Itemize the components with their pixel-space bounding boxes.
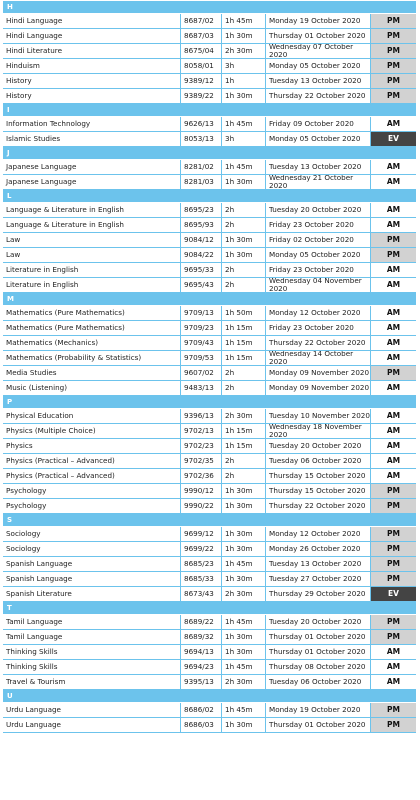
duration-cell: 3h <box>222 132 266 146</box>
subject-cell: Mathematics (Pure Mathematics) <box>3 306 181 320</box>
duration-cell: 1h 30m <box>222 542 266 556</box>
duration-cell: 2h <box>222 366 266 380</box>
date-cell: Thursday 22 October 2020 <box>266 499 371 513</box>
session-badge: PM <box>371 14 416 28</box>
table-row <box>3 703 416 718</box>
session-badge: AM <box>371 454 416 468</box>
subject-cell: Sociology <box>3 527 181 541</box>
table-row <box>3 630 416 645</box>
duration-cell: 1h 45m <box>222 160 266 174</box>
subject-cell: Urdu Language <box>3 703 181 717</box>
session-badge: PM <box>371 248 416 262</box>
session-badge: AM <box>371 660 416 674</box>
section-header: T <box>3 602 416 615</box>
session-badge: PM <box>371 233 416 247</box>
subject-cell: Physics (Practical – Advanced) <box>3 454 181 468</box>
duration-cell: 1h 30m <box>222 89 266 103</box>
duration-cell: 2h <box>222 381 266 395</box>
date-cell: Monday 12 October 2020 <box>266 306 371 320</box>
code-cell: 9709/43 <box>181 336 222 350</box>
subject-cell: Physical Education <box>3 409 181 423</box>
session-badge: AM <box>371 218 416 232</box>
duration-cell: 2h 30m <box>222 675 266 689</box>
subject-cell: Information Technology <box>3 117 181 131</box>
section-header: L <box>3 190 416 203</box>
date-cell: Monday 09 November 2020 <box>266 381 371 395</box>
subject-cell: Literature in English <box>3 263 181 277</box>
subject-cell: History <box>3 74 181 88</box>
session-badge: AM <box>371 351 416 365</box>
code-cell: 9389/22 <box>181 89 222 103</box>
table-row <box>3 409 416 424</box>
session-badge: PM <box>371 718 416 732</box>
subject-cell: Islamic Studies <box>3 132 181 146</box>
date-cell: Thursday 15 October 2020 <box>266 469 371 483</box>
date-cell: Tuesday 10 November 2020 <box>266 409 371 423</box>
date-cell: Monday 05 October 2020 <box>266 59 371 73</box>
duration-cell: 1h 45m <box>222 660 266 674</box>
date-cell: Monday 26 October 2020 <box>266 542 371 556</box>
duration-cell: 1h 15m <box>222 439 266 453</box>
code-cell: 9084/12 <box>181 233 222 247</box>
subject-cell: Language & Literature in English <box>3 218 181 232</box>
code-cell: 8685/23 <box>181 557 222 571</box>
date-cell: Tuesday 20 October 2020 <box>266 615 371 629</box>
session-badge: PM <box>371 74 416 88</box>
date-cell: Monday 19 October 2020 <box>266 703 371 717</box>
code-cell: 8695/23 <box>181 203 222 217</box>
code-cell: 9084/22 <box>181 248 222 262</box>
duration-cell: 1h 45m <box>222 557 266 571</box>
date-cell: Thursday 01 October 2020 <box>266 630 371 644</box>
session-badge: AM <box>371 263 416 277</box>
duration-cell: 1h 30m <box>222 29 266 43</box>
section-header: U <box>3 690 416 703</box>
duration-cell: 1h 30m <box>222 175 266 189</box>
code-cell: 8686/02 <box>181 703 222 717</box>
table-row <box>3 117 416 132</box>
subject-cell: Hinduism <box>3 59 181 73</box>
code-cell: 9695/43 <box>181 278 222 292</box>
subject-cell: Travel & Tourism <box>3 675 181 689</box>
subject-cell: Spanish Language <box>3 572 181 586</box>
table-row <box>3 615 416 630</box>
duration-cell: 2h <box>222 278 266 292</box>
table-row <box>3 29 416 44</box>
duration-cell: 1h 30m <box>222 645 266 659</box>
subject-cell: History <box>3 89 181 103</box>
date-cell: Monday 09 November 2020 <box>266 366 371 380</box>
table-row <box>3 44 416 59</box>
table-row <box>3 499 416 514</box>
table-row <box>3 469 416 484</box>
duration-cell: 1h 30m <box>222 572 266 586</box>
table-row <box>3 424 416 439</box>
date-cell: Monday 05 October 2020 <box>266 248 371 262</box>
date-cell: Tuesday 20 October 2020 <box>266 439 371 453</box>
code-cell: 8695/93 <box>181 218 222 232</box>
code-cell: 9702/36 <box>181 469 222 483</box>
table-row <box>3 542 416 557</box>
section-header: S <box>3 514 416 527</box>
session-badge: AM <box>371 278 416 292</box>
table-row <box>3 351 416 366</box>
code-cell: 9709/23 <box>181 321 222 335</box>
table-row <box>3 645 416 660</box>
code-cell: 8058/01 <box>181 59 222 73</box>
table-row <box>3 248 416 263</box>
table-row <box>3 336 416 351</box>
date-cell: Friday 23 October 2020 <box>266 263 371 277</box>
session-badge: AM <box>371 439 416 453</box>
code-cell: 8686/03 <box>181 718 222 732</box>
duration-cell: 1h 30m <box>222 718 266 732</box>
date-cell: Thursday 22 October 2020 <box>266 336 371 350</box>
code-cell: 9626/13 <box>181 117 222 131</box>
session-badge: AM <box>371 117 416 131</box>
date-cell: Wednesday 07 October 2020 <box>266 44 371 58</box>
table-row <box>3 233 416 248</box>
duration-cell: 1h 15m <box>222 336 266 350</box>
date-cell: Wednesday 21 October 2020 <box>266 175 371 189</box>
date-cell: Wednesday 18 November 2020 <box>266 424 371 438</box>
code-cell: 8685/33 <box>181 572 222 586</box>
session-badge: PM <box>371 29 416 43</box>
table-row <box>3 132 416 147</box>
code-cell: 9990/12 <box>181 484 222 498</box>
session-badge: AM <box>371 203 416 217</box>
subject-cell: Thinking Skills <box>3 645 181 659</box>
session-badge: AM <box>371 409 416 423</box>
code-cell: 9702/35 <box>181 454 222 468</box>
table-row <box>3 160 416 175</box>
session-badge: AM <box>371 175 416 189</box>
subject-cell: Tamil Language <box>3 615 181 629</box>
table-row <box>3 366 416 381</box>
subject-cell: Literature in English <box>3 278 181 292</box>
subject-cell: Spanish Literature <box>3 587 181 601</box>
session-badge: PM <box>371 572 416 586</box>
table-row <box>3 74 416 89</box>
session-badge: AM <box>371 321 416 335</box>
subject-cell: Language & Literature in English <box>3 203 181 217</box>
session-badge: EV <box>371 587 416 601</box>
subject-cell: Mathematics (Pure Mathematics) <box>3 321 181 335</box>
duration-cell: 2h 30m <box>222 44 266 58</box>
duration-cell: 1h 15m <box>222 321 266 335</box>
code-cell: 9702/23 <box>181 439 222 453</box>
subject-cell: Physics (Multiple Choice) <box>3 424 181 438</box>
session-badge: PM <box>371 89 416 103</box>
section-header: M <box>3 293 416 306</box>
duration-cell: 1h 45m <box>222 117 266 131</box>
duration-cell: 1h 30m <box>222 630 266 644</box>
date-cell: Monday 19 October 2020 <box>266 14 371 28</box>
session-badge: AM <box>371 336 416 350</box>
session-badge: PM <box>371 484 416 498</box>
section-header: J <box>3 147 416 160</box>
code-cell: 9990/22 <box>181 499 222 513</box>
table-row <box>3 175 416 190</box>
session-badge: PM <box>371 499 416 513</box>
subject-cell: Psychology <box>3 499 181 513</box>
session-badge: AM <box>371 424 416 438</box>
table-row <box>3 278 416 293</box>
subject-cell: Music (Listening) <box>3 381 181 395</box>
table-row <box>3 675 416 690</box>
date-cell: Tuesday 20 October 2020 <box>266 203 371 217</box>
date-cell: Friday 23 October 2020 <box>266 321 371 335</box>
subject-cell: Hindi Language <box>3 29 181 43</box>
subject-cell: Spanish Language <box>3 557 181 571</box>
duration-cell: 1h 30m <box>222 248 266 262</box>
date-cell: Thursday 29 October 2020 <box>266 587 371 601</box>
date-cell: Tuesday 13 October 2020 <box>266 74 371 88</box>
code-cell: 9699/12 <box>181 527 222 541</box>
table-row <box>3 59 416 74</box>
duration-cell: 2h <box>222 454 266 468</box>
code-cell: 9607/02 <box>181 366 222 380</box>
code-cell: 9702/13 <box>181 424 222 438</box>
subject-cell: Mathematics (Mechanics) <box>3 336 181 350</box>
subject-cell: Hindi Language <box>3 14 181 28</box>
subject-cell: Japanese Language <box>3 160 181 174</box>
duration-cell: 1h 30m <box>222 527 266 541</box>
table-row <box>3 660 416 675</box>
session-badge: PM <box>371 557 416 571</box>
session-badge: PM <box>371 542 416 556</box>
date-cell: Wednesday 14 October 2020 <box>266 351 371 365</box>
section-header: I <box>3 104 416 117</box>
date-cell: Tuesday 27 October 2020 <box>266 572 371 586</box>
duration-cell: 2h 30m <box>222 587 266 601</box>
table-row <box>3 484 416 499</box>
session-badge: PM <box>371 703 416 717</box>
table-row <box>3 439 416 454</box>
code-cell: 9694/23 <box>181 660 222 674</box>
code-cell: 8281/03 <box>181 175 222 189</box>
subject-cell: Mathematics (Probability & Statistics) <box>3 351 181 365</box>
date-cell: Wednesday 04 November 2020 <box>266 278 371 292</box>
session-badge: AM <box>371 469 416 483</box>
duration-cell: 1h 15m <box>222 424 266 438</box>
date-cell: Thursday 08 October 2020 <box>266 660 371 674</box>
code-cell: 9709/53 <box>181 351 222 365</box>
code-cell: 9699/22 <box>181 542 222 556</box>
code-cell: 8675/04 <box>181 44 222 58</box>
session-badge: PM <box>371 59 416 73</box>
date-cell: Thursday 01 October 2020 <box>266 645 371 659</box>
session-badge: PM <box>371 630 416 644</box>
table-row <box>3 557 416 572</box>
code-cell: 8281/02 <box>181 160 222 174</box>
code-cell: 9695/33 <box>181 263 222 277</box>
session-badge: AM <box>371 381 416 395</box>
table-row <box>3 527 416 542</box>
subject-cell: Law <box>3 233 181 247</box>
duration-cell: 1h 45m <box>222 14 266 28</box>
code-cell: 9483/13 <box>181 381 222 395</box>
duration-cell: 1h 45m <box>222 615 266 629</box>
subject-cell: Thinking Skills <box>3 660 181 674</box>
date-cell: Monday 12 October 2020 <box>266 527 371 541</box>
date-cell: Thursday 01 October 2020 <box>266 29 371 43</box>
date-cell: Tuesday 13 October 2020 <box>266 557 371 571</box>
subject-cell: Tamil Language <box>3 630 181 644</box>
date-cell: Friday 09 October 2020 <box>266 117 371 131</box>
duration-cell: 1h 50m <box>222 306 266 320</box>
table-row <box>3 14 416 29</box>
subject-cell: Hindi Literature <box>3 44 181 58</box>
date-cell: Tuesday 06 October 2020 <box>266 675 371 689</box>
code-cell: 8687/02 <box>181 14 222 28</box>
table-row <box>3 263 416 278</box>
date-cell: Friday 02 October 2020 <box>266 233 371 247</box>
table-row <box>3 321 416 336</box>
session-badge: AM <box>371 645 416 659</box>
duration-cell: 2h <box>222 263 266 277</box>
subject-cell: Media Studies <box>3 366 181 380</box>
code-cell: 9694/13 <box>181 645 222 659</box>
session-badge: EV <box>371 132 416 146</box>
table-row <box>3 218 416 233</box>
section-header: H <box>3 1 416 14</box>
date-cell: Tuesday 13 October 2020 <box>266 160 371 174</box>
date-cell: Thursday 22 October 2020 <box>266 89 371 103</box>
duration-cell: 1h 15m <box>222 351 266 365</box>
date-cell: Thursday 01 October 2020 <box>266 718 371 732</box>
subject-cell: Law <box>3 248 181 262</box>
duration-cell: 1h 45m <box>222 703 266 717</box>
code-cell: 9395/13 <box>181 675 222 689</box>
duration-cell: 1h <box>222 74 266 88</box>
duration-cell: 2h 30m <box>222 409 266 423</box>
subject-cell: Physics (Practical – Advanced) <box>3 469 181 483</box>
date-cell: Tuesday 06 October 2020 <box>266 454 371 468</box>
duration-cell: 3h <box>222 59 266 73</box>
table-row <box>3 306 416 321</box>
date-cell: Friday 23 October 2020 <box>266 218 371 232</box>
duration-cell: 2h <box>222 218 266 232</box>
session-badge: PM <box>371 527 416 541</box>
table-row <box>3 454 416 469</box>
subject-cell: Japanese Language <box>3 175 181 189</box>
duration-cell: 2h <box>222 203 266 217</box>
code-cell: 8689/22 <box>181 615 222 629</box>
session-badge: PM <box>371 366 416 380</box>
duration-cell: 1h 30m <box>222 484 266 498</box>
session-badge: AM <box>371 160 416 174</box>
code-cell: 8053/13 <box>181 132 222 146</box>
code-cell: 8689/32 <box>181 630 222 644</box>
table-row <box>3 718 416 733</box>
duration-cell: 1h 30m <box>222 233 266 247</box>
session-badge: PM <box>371 615 416 629</box>
session-badge: AM <box>371 675 416 689</box>
date-cell: Monday 05 October 2020 <box>266 132 371 146</box>
table-row <box>3 572 416 587</box>
table-row <box>3 381 416 396</box>
section-header: P <box>3 396 416 409</box>
duration-cell: 2h <box>222 469 266 483</box>
date-cell: Thursday 15 October 2020 <box>266 484 371 498</box>
table-row <box>3 587 416 602</box>
subject-cell: Sociology <box>3 542 181 556</box>
code-cell: 8687/03 <box>181 29 222 43</box>
session-badge: AM <box>371 306 416 320</box>
subject-cell: Physics <box>3 439 181 453</box>
exam-timetable <box>3 1 416 733</box>
table-row <box>3 89 416 104</box>
table-row <box>3 203 416 218</box>
code-cell: 8673/43 <box>181 587 222 601</box>
subject-cell: Psychology <box>3 484 181 498</box>
code-cell: 9389/12 <box>181 74 222 88</box>
code-cell: 9709/13 <box>181 306 222 320</box>
session-badge: PM <box>371 44 416 58</box>
subject-cell: Urdu Language <box>3 718 181 732</box>
duration-cell: 1h 30m <box>222 499 266 513</box>
code-cell: 9396/13 <box>181 409 222 423</box>
